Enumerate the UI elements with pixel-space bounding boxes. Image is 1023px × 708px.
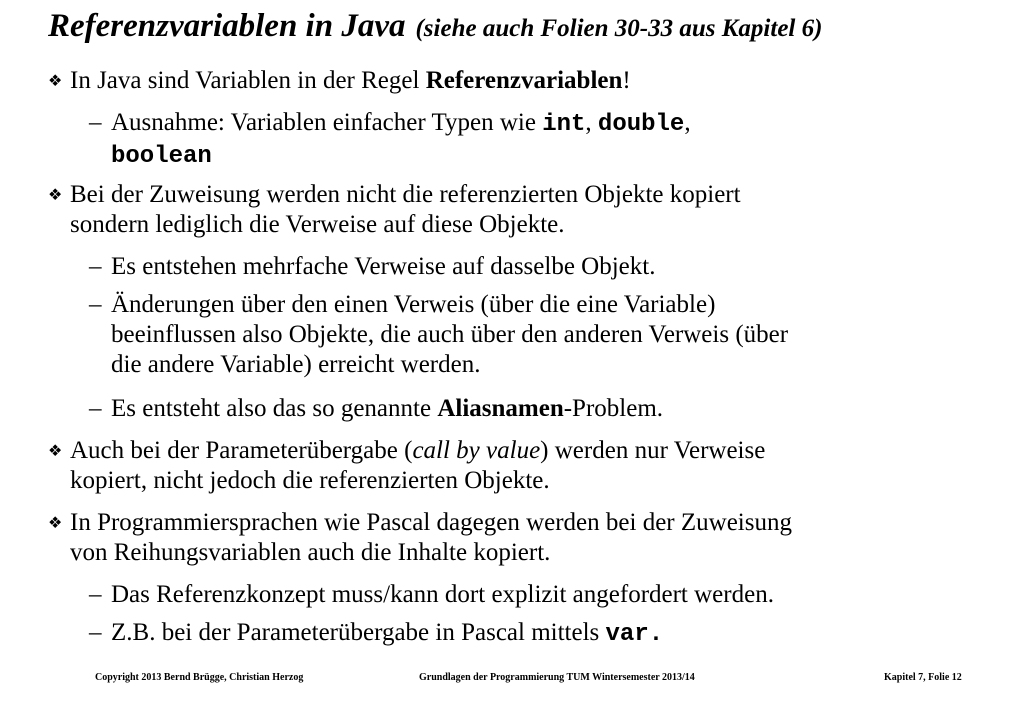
sub-line-3: die andere Variable) erreicht werden. (111, 351, 481, 378)
sub-text: -Problem. (563, 395, 664, 422)
sub-text: Z.B. bei der Parameterübergabe in Pascal mittels (111, 619, 606, 646)
bullet-2-line-2: sondern lediglich die Verweise auf diese Objekte. (70, 211, 565, 238)
code-double: double (597, 111, 685, 138)
title-subtitle: (siehe auch Folien 30-33 aus Kapitel 6) (415, 15, 823, 42)
bullet-2-sub-2-text (111, 290, 981, 380)
code-boolean: boolean (111, 143, 212, 170)
sub-line-2: beeinflussen also Objekte, die auch über den anderen Verweis (über (111, 321, 789, 348)
aliasnamen-bold: Aliasnamen (437, 395, 564, 422)
separator: , (684, 109, 691, 136)
bullet-1-text (70, 66, 990, 96)
diamond-bullet-icon: ❖ (48, 441, 63, 460)
dash-marker: – (89, 395, 102, 422)
diamond-bullet-icon: ❖ (48, 513, 63, 532)
bullet-4-line-1: In Programmiersprachen wie Pascal dagegen werden bei der Zuweisung (70, 509, 792, 536)
bullet-1-bold: Referenzvariablen (425, 67, 623, 94)
bullet-4-sub-1-text: Das Referenzkonzept muss/kann dort explizit angefordert werden. (111, 581, 774, 608)
bullet-2-sub-3-text (111, 394, 981, 424)
bullet-4-sub-2-text (111, 618, 981, 650)
bullet-1-text-a: In Java sind Variablen in der Regel (70, 67, 426, 94)
dash-marker: – (89, 109, 102, 136)
bullet-4-line-2: von Reihungsvariablen auch die Inhalte kopiert. (70, 539, 551, 566)
code-int: int (542, 111, 586, 138)
bullet-1-text-b: ! (622, 67, 631, 94)
bullet-3-text-a: Auch bei der Parameterübergabe ( (70, 437, 413, 464)
bullet-3-text (70, 436, 990, 496)
sub-text: Es entsteht also das so genannte (111, 395, 438, 422)
dash-marker: – (89, 253, 102, 280)
diamond-bullet-icon: ❖ (48, 185, 63, 204)
footer-copyright: Copyright 2013 Bernd Brügge, Christian Herzog (95, 672, 304, 683)
slide-title (48, 8, 1008, 45)
bullet-4-text (70, 508, 990, 568)
bullet-2-line-1: Bei der Zuweisung werden nicht die referenzierten Objekte kopiert (70, 181, 741, 208)
bullet-2-text (70, 180, 990, 240)
sub-line-1: Änderungen über den einen Verweis (über die eine Variable) (111, 291, 716, 318)
call-by-value-italic: call by value (412, 437, 541, 464)
bullet-3-line-2: kopiert, nicht jedoch die referenzierten Objekte. (70, 467, 550, 494)
title-main: Referenzvariablen in Java (48, 8, 406, 44)
footer-course: Grundlagen der Programmierung TUM Wintersemester 2013/14 (419, 672, 695, 683)
sub-text: Ausnahme: Variablen einfacher Typen wie (111, 109, 543, 136)
bullet-1-sub-1-text (111, 108, 981, 172)
code-var: var. (605, 621, 664, 648)
bullet-3-text-b: ) werden nur Verweise (540, 437, 766, 464)
dash-marker: – (89, 291, 102, 318)
diamond-bullet-icon: ❖ (48, 71, 63, 90)
dash-marker: – (89, 581, 102, 608)
footer-slide-number: Kapitel 7, Folie 12 (884, 672, 962, 683)
bullet-2-sub-1-text: Es entstehen mehrfache Verweise auf dasselbe Objekt. (111, 253, 656, 280)
dash-marker: – (89, 619, 102, 646)
separator: , (585, 109, 598, 136)
